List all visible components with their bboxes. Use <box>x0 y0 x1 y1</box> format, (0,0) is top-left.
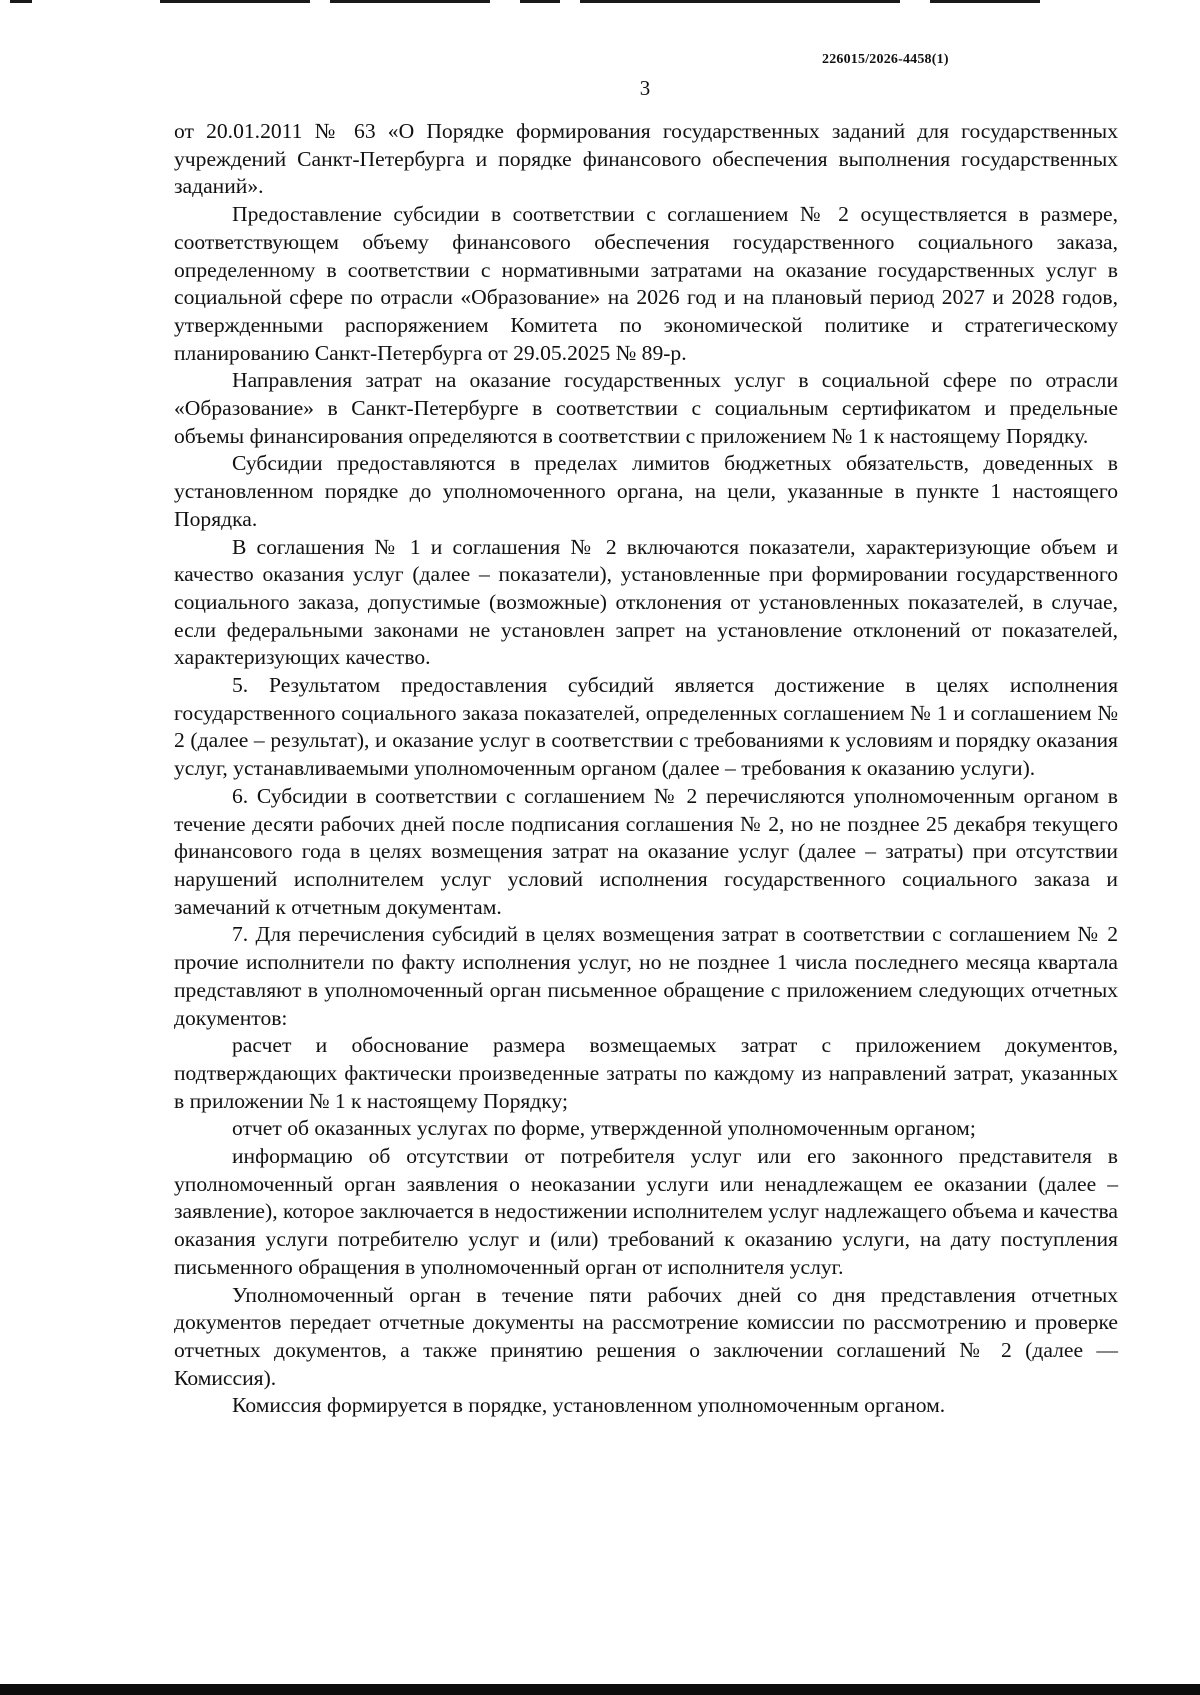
paragraph: В соглашения № 1 и соглашения № 2 включаются показатели, характеризующие объем и качество оказания услуг (далее – показатели), установленные при формировании государственного социального заказа, допустимые (возможные) отклонения от установленных показателей, в случае, если федеральными законами не установлен запрет на установление отклонений от показателей, характеризующих качество. <box>174 534 1118 670</box>
page-number: 3 <box>639 76 651 100</box>
paragraph: 5. Результатом предоставления субсидий является достижение в целях исполнения государственного социального заказа показателей, определенных соглашением № 1 и соглашением № 2 (далее – результат), и оказание услуг в соответствии с требованиями к условиям и порядку оказания услуг, устанавливаемыми уполномоченным органом (далее – требования к оказанию услуги). <box>174 673 1118 781</box>
document-number: 226015/2026-4458(1) <box>822 52 949 67</box>
paragraph: отчет об оказанных услугах по форме, утвержденной уполномоченным органом; <box>232 1116 976 1141</box>
paragraph: Направления затрат на оказание государственных услуг в социальной сфере по отрасли «Образование» в Санкт-Петербурге в соответствии с социальным сертификатом и предельные объемы финансирования определяются в соответствии с приложением № 1 к настоящему Порядку. <box>174 368 1118 448</box>
paragraph: от 20.01.2011 № 63 «О Порядке формирования государственных заданий для государственных учреждений Санкт-Петербурга и порядке финансового обеспечения выполнения государственных заданий». <box>174 119 1118 199</box>
paragraph: Субсидии предоставляются в пределах лимитов бюджетных обязательств, доведенных в установленном порядке до уполномоченного органа, на цели, указанные в пункте 1 настоящего Порядка. <box>174 451 1118 531</box>
scan-artifact-top <box>0 0 1200 6</box>
document-body <box>174 118 1118 1420</box>
paragraph: Предоставление субсидии в соответствии с соглашением № 2 осуществляется в размере, соответствующем объему финансового обеспечения государственного социального заказа, определенному в соответствии с нормативными затратами на оказание государственных услуг в социальной сфере по отрасли «Образование» на 2026 год и на плановый период 2027 и 2028 годов, утвержденными распоряжением Комитета по экономической политике и стратегическому планированию Санкт-Петербурга от 29.05.2025 № 89-р. <box>174 202 1118 365</box>
paragraph: Комиссия формируется в порядке, установленном уполномоченным органом. <box>232 1393 946 1418</box>
paragraph: 7. Для перечисления субсидий в целях возмещения затрат в соответствии с соглашением № 2 прочие исполнители по факту исполнения услуг, но не позднее 1 числа последнего месяца квартала представляют в уполномоченный орган письменное обращение с приложением следующих отчетных документов: <box>174 922 1118 1030</box>
paragraph: 6. Субсидии в соответствии с соглашением № 2 перечисляются уполномоченным органом в течение десяти рабочих дней после подписания соглашения № 2, но не позднее 25 декабря текущего финансового года в целях возмещения затрат на оказание услуг (далее – затраты) при отсутствии нарушений исполнителем услуг условий исполнения государственного социального заказа и замечаний к отчетным документам. <box>174 783 1118 919</box>
scan-artifact-bottom <box>0 1684 1200 1695</box>
paragraph: информацию об отсутствии от потребителя услуг или его законного представителя в уполномоченный орган заявления о неоказании услуги или ненадлежащем ее оказании (далее – заявление), которое заключается в недостижении исполнителем услуг надлежащего объема и качества оказания услуги потребителю услуг и (или) требований к оказанию услуги, на дату поступления письменного обращения в уполномоченный орган от исполнителя услуг. <box>174 1144 1118 1279</box>
paragraph: расчет и обоснование размера возмещаемых затрат с приложением документов, подтверждающих фактически произведенные затраты по каждому из направлений затрат, указанных в приложении № 1 к настоящему Порядку; <box>174 1033 1118 1113</box>
paragraph: Уполномоченный орган в течение пяти рабочих дней со дня представления отчетных документов передает отчетные документы на рассмотрение комиссии по рассмотрению и проверке отчетных документов, а также принятию решения о заключении соглашений № 2 (далее — Комиссия). <box>174 1282 1118 1390</box>
